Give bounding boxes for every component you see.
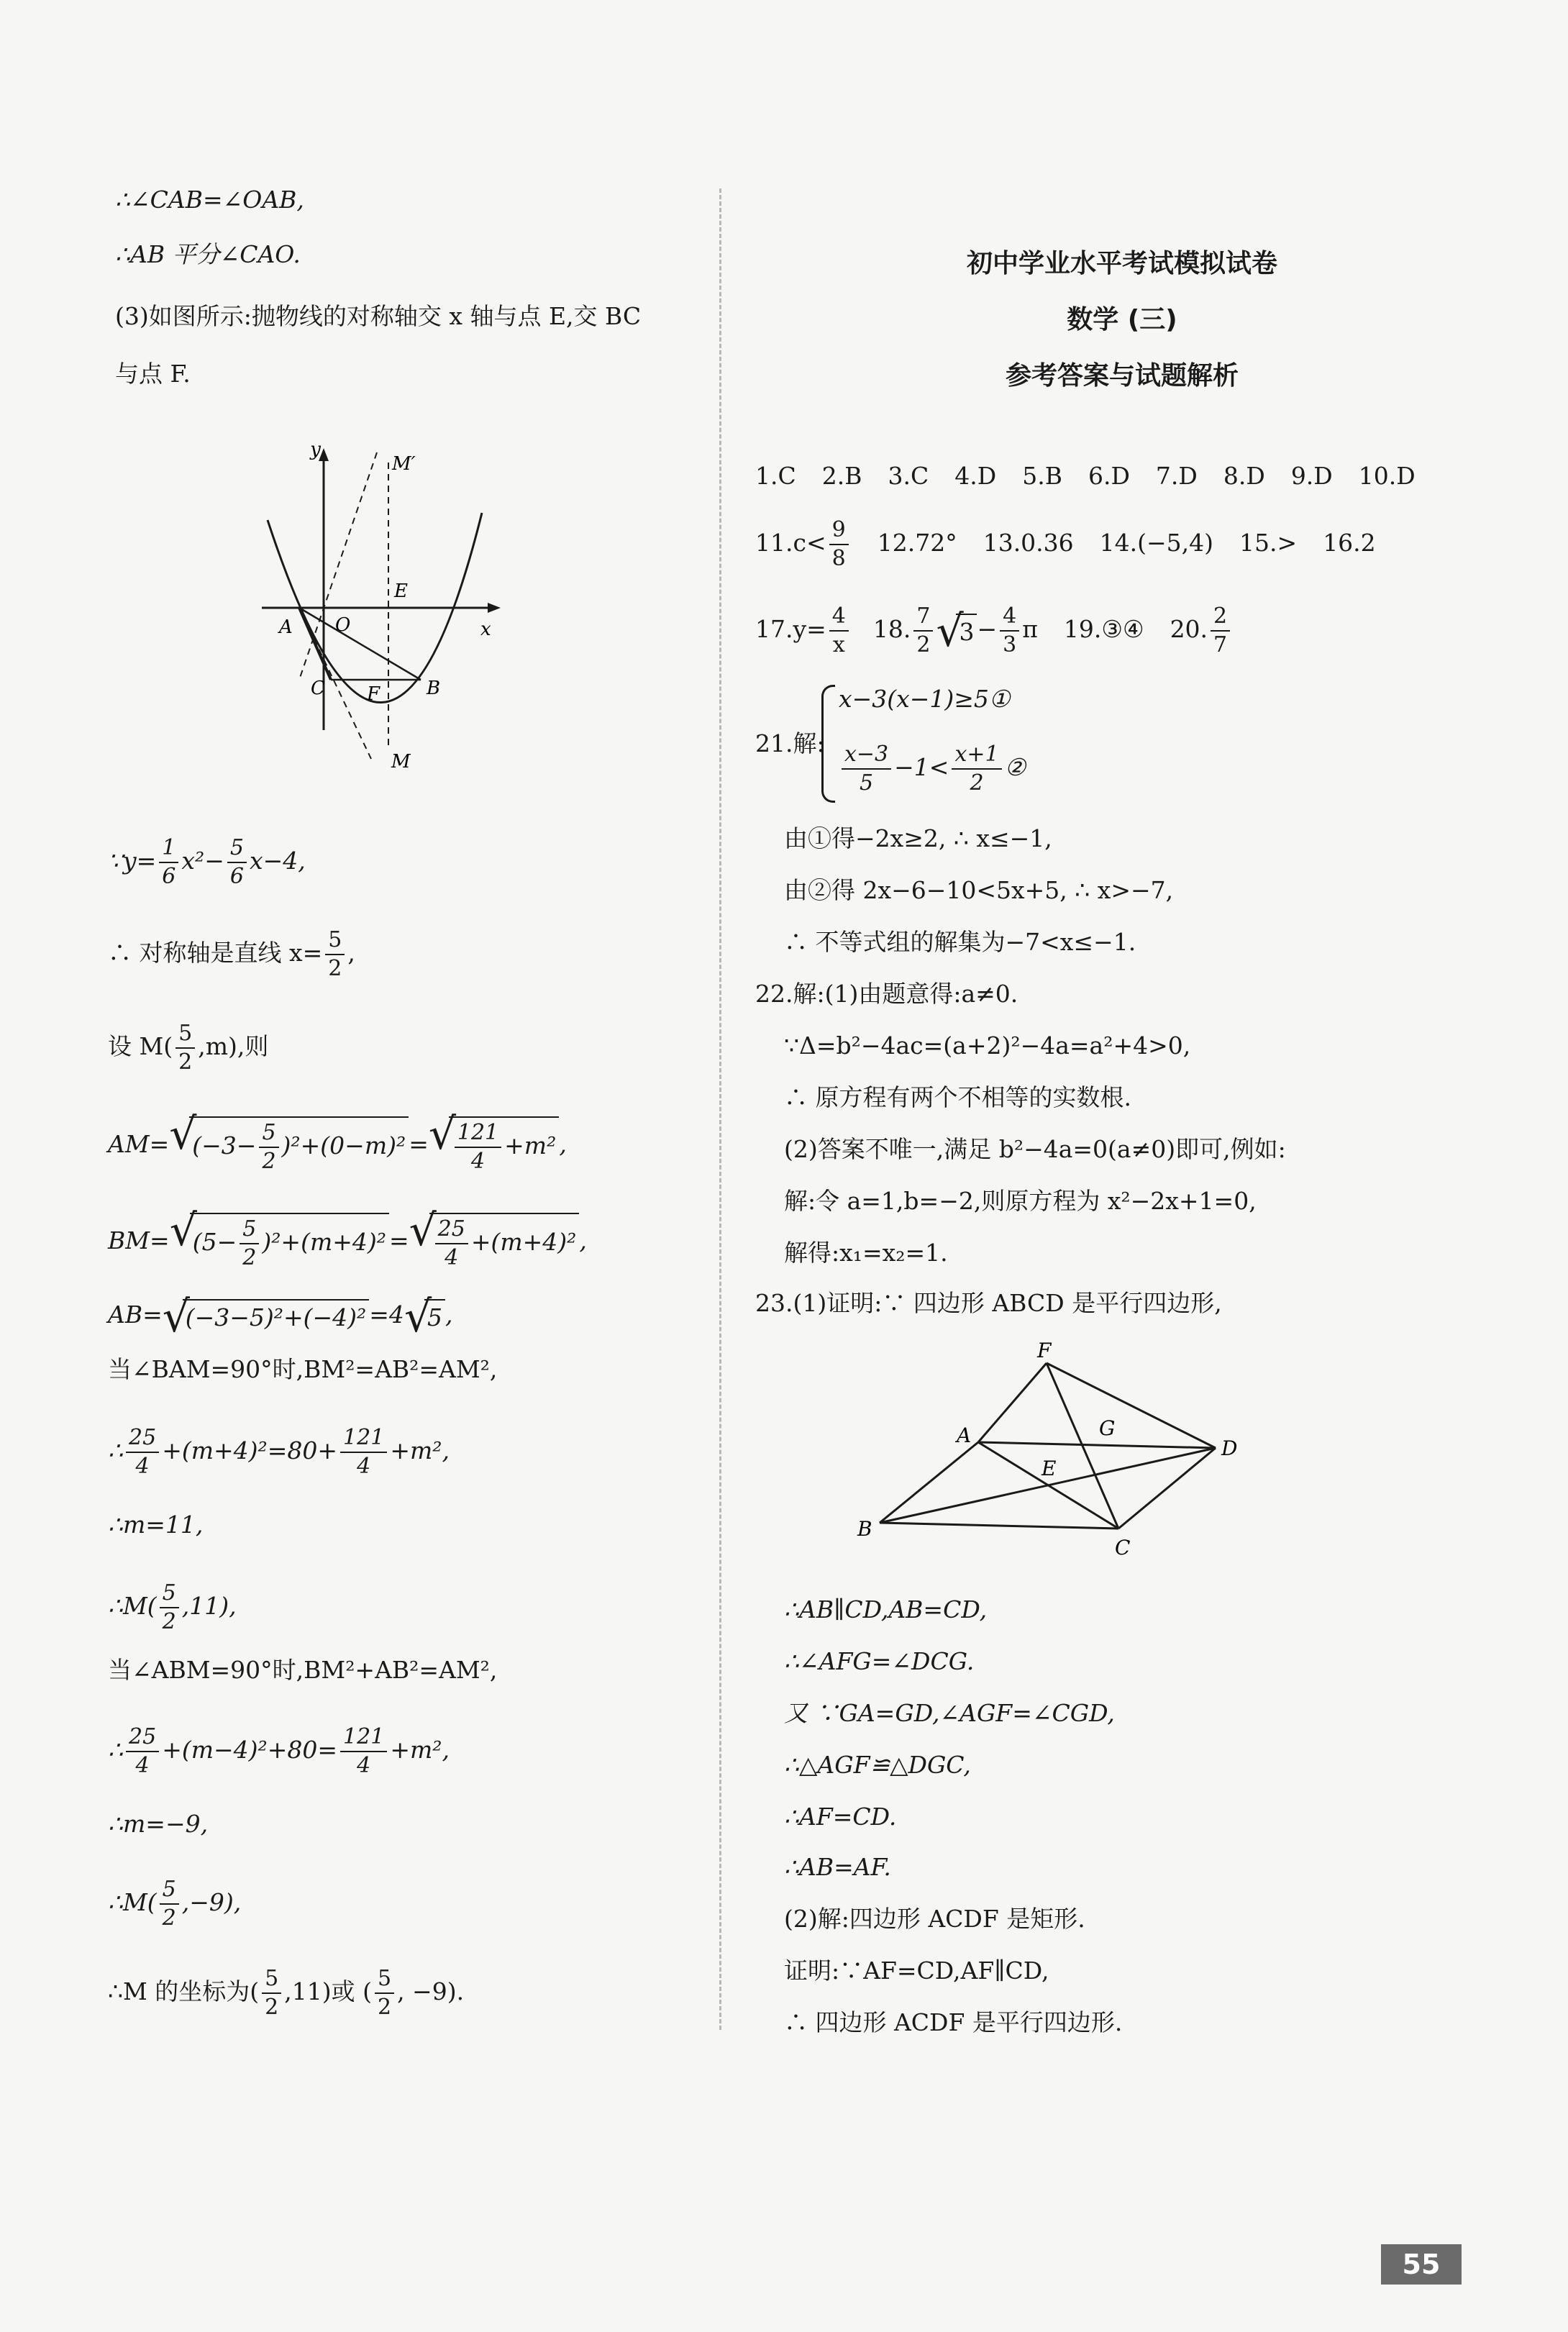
system-brace bbox=[821, 685, 835, 803]
label-e: E bbox=[394, 580, 408, 602]
q23-line-10: ∴ 四边形 ACDF 是平行四边形. bbox=[784, 2008, 1123, 2036]
q22-line-1: 22.解:(1)由题意得:a≠0. bbox=[755, 980, 1018, 1008]
case-bam: 当∠BAM=90°时,BM²=AB²=AM², bbox=[108, 1355, 498, 1383]
label-a: A bbox=[279, 616, 293, 638]
eq-ab: AB= √ (−3−5)²+(−4)² =4 √ 5 , bbox=[108, 1292, 453, 1342]
label-e2: E bbox=[1041, 1457, 1057, 1480]
q22-line-5: 解:令 a=1,b=−2,则原方程为 x²−2x+1=0, bbox=[784, 1187, 1257, 1215]
q23-line-7: ∴AB=AF. bbox=[784, 1853, 891, 1881]
label-c2: C bbox=[1115, 1536, 1131, 1559]
q22-line-2: ∵Δ=b²−4ac=(a+2)²−4a=a²+4>0, bbox=[784, 1031, 1191, 1060]
label-x: x bbox=[480, 619, 491, 640]
label-m-prime: M′ bbox=[392, 453, 416, 475]
page-subtitle: 数学 (三) bbox=[1067, 305, 1177, 334]
label-a2: A bbox=[957, 1424, 972, 1447]
q23-line-6: ∴AF=CD. bbox=[784, 1803, 897, 1831]
left-line-2: ∴AB 平分∠CAO. bbox=[115, 240, 301, 268]
eq-bm: BM= √ (5− $\frac{5}{2}$ )²+(m+4)² = √ $\frac{25}{4}$ +(m+4)² , bbox=[108, 1206, 587, 1270]
q23-line-8: (2)解:四边形 ACDF 是矩形. bbox=[784, 1905, 1085, 1933]
final-answer: ∴M 的坐标为( $\frac{5}{2}$ ,11)或 ( $\frac{5}{2}$ , −9). bbox=[108, 1966, 465, 2020]
m-equals-11: ∴m=11, bbox=[108, 1511, 204, 1539]
m-coord-2: ∴M( $\frac{5}{2}$ ,−9), bbox=[108, 1877, 242, 1931]
eq-set-m: 设 M( $\frac{5}{2}$ ,m),则 bbox=[108, 1021, 269, 1075]
label-g: G bbox=[1099, 1416, 1116, 1440]
case-abm: 当∠ABM=90°时,BM²+AB²=AM², bbox=[108, 1656, 498, 1684]
page-title: 初中学业水平考试模拟试卷 bbox=[966, 249, 1277, 278]
q23-line-2: ∴AB∥CD,AB=CD, bbox=[784, 1595, 988, 1623]
m-coord-1: ∴M( $\frac{5}{2}$ ,11), bbox=[108, 1580, 237, 1634]
q23-line-9: 证明:∵AF=CD,AF∥CD, bbox=[784, 1957, 1049, 1985]
q21-label: 21.解: bbox=[755, 729, 825, 757]
label-y: y bbox=[310, 442, 321, 460]
answers-11-16: 11.c< $\frac{9}{8}$ 12.72° 13.0.36 14.(−5,4) 15.> 16.2 bbox=[755, 517, 1376, 571]
label-c: C bbox=[311, 678, 325, 699]
q21-step-2: 由②得 2x−6−10<5x+5, ∴ x>−7, bbox=[784, 876, 1174, 904]
q22-line-3: ∴ 原方程有两个不相等的实数根. bbox=[784, 1083, 1131, 1111]
eq-parabola: ∵y= $\frac{1}{6}$ x²− $\frac{5}{6}$ x−4, bbox=[108, 835, 306, 889]
eq-case2: ∴ $\frac{25}{4}$ +(m−4)²+80= $\frac{121}{4}$ +m², bbox=[108, 1724, 450, 1778]
q21-step-1: 由①得−2x≥2, ∴ x≤−1, bbox=[784, 824, 1052, 852]
column-divider bbox=[719, 188, 721, 2030]
left-line-4: 与点 F. bbox=[115, 360, 191, 388]
q23-line-1: 23.(1)证明:∵ 四边形 ABCD 是平行四边形, bbox=[755, 1289, 1222, 1317]
label-o: O bbox=[335, 614, 351, 636]
eq-am: AM= √ (−3− $\frac{5}{2}$ )²+(0−m)² = √ $\frac{121}{4}$ +m² , bbox=[108, 1109, 567, 1174]
label-b: B bbox=[427, 678, 441, 699]
quadrilateral-figure bbox=[849, 1342, 1252, 1564]
label-f: F bbox=[367, 683, 380, 705]
q21-solution: ∴ 不等式组的解集为−7<x≤−1. bbox=[784, 928, 1136, 956]
q23-line-3: ∴∠AFG=∠DCG. bbox=[784, 1647, 975, 1675]
q22-line-4: (2)答案不唯一,满足 b²−4a=0(a≠0)即可,例如: bbox=[784, 1135, 1286, 1163]
m-equals-neg9: ∴m=−9, bbox=[108, 1810, 209, 1838]
answers-17-20: 17.y= $\frac{4}{x}$ 18. $\frac{7}{2}$ √ 3 − $\frac{4}{3}$ π 19.③④ 20. $\frac{2}{7}$ bbox=[755, 603, 1233, 659]
q21-ineq-2: $\frac{x-3}{5}$ −1< $\frac{x+1}{2}$ ② bbox=[839, 741, 1026, 797]
label-b2: B bbox=[857, 1517, 872, 1541]
answers-1-10: 1.C 2.B 3.C 4.D 5.B 6.D 7.D 8.D 9.D 10.D bbox=[755, 462, 1416, 490]
parabola-figure bbox=[245, 442, 518, 788]
label-f2: F bbox=[1037, 1342, 1052, 1362]
eq-case1: ∴ $\frac{25}{4}$ +(m+4)²=80+ $\frac{121}{4}$ +m², bbox=[108, 1425, 450, 1479]
eq-axis: ∴ 对称轴是直线 x= $\frac{5}{2}$ , bbox=[108, 927, 355, 981]
q23-line-5: ∴△AGF≌△DGC, bbox=[784, 1751, 971, 1779]
section-heading: 参考答案与试题解析 bbox=[1005, 361, 1239, 391]
label-d: D bbox=[1221, 1436, 1238, 1460]
label-m: M bbox=[391, 751, 411, 773]
left-line-1: ∴∠CAB=∠OAB, bbox=[115, 186, 304, 214]
q23-line-4: 又 ∵GA=GD,∠AGF=∠CGD, bbox=[784, 1699, 1115, 1727]
page-number: 55 bbox=[1381, 2244, 1462, 2285]
q21-ineq-1: x−3(x−1)≥5① bbox=[839, 685, 1011, 713]
q22-line-6: 解得:x₁=x₂=1. bbox=[784, 1239, 948, 1267]
left-line-3: (3)如图所示:抛物线的对称轴交 x 轴与点 E,交 BC bbox=[115, 302, 642, 330]
